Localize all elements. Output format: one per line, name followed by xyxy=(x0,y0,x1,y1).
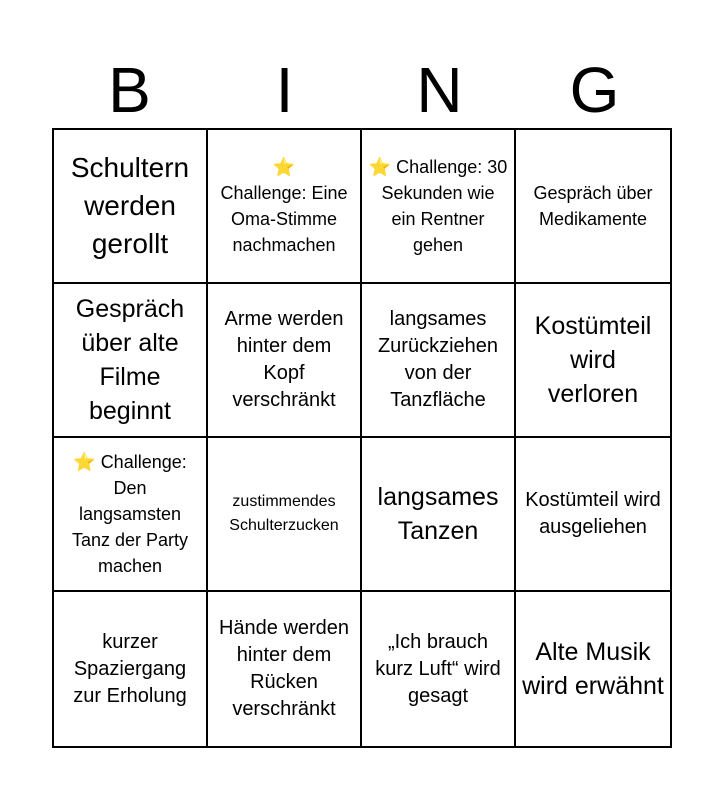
cell-text: Schultern werden gerollt xyxy=(70,152,190,259)
bingo-board xyxy=(52,128,672,748)
bingo-cell-challenge[interactable] xyxy=(54,438,208,592)
bingo-cell[interactable] xyxy=(516,438,670,592)
cell-text: Challenge: 30 Sekunden wie ein Rentner gehen xyxy=(381,157,508,255)
cell-text: „Ich brauch kurz Luft“ wird gesagt xyxy=(375,630,501,707)
bingo-cell[interactable] xyxy=(362,284,516,438)
cell-text: Hände werden hinter dem Rücken verschränkt xyxy=(218,617,350,720)
cell-text: Kostümteil wird ausgeliehen xyxy=(525,489,661,538)
bingo-cell[interactable] xyxy=(362,592,516,746)
cell-content xyxy=(60,449,200,579)
bingo-cell-challenge[interactable] xyxy=(362,130,516,284)
bingo-cell-challenge[interactable] xyxy=(208,130,362,284)
star-icon: ⭐ xyxy=(272,157,296,177)
bingo-cell[interactable] xyxy=(208,592,362,746)
bingo-cell[interactable] xyxy=(516,130,670,284)
cell-text: Kostümteil wird verloren xyxy=(534,312,652,408)
cell-text: kurzer Spaziergang zur Erholung xyxy=(73,630,187,707)
header-letter-b: B xyxy=(108,54,151,126)
bingo-cell[interactable] xyxy=(362,438,516,592)
header-letter-n: N xyxy=(416,54,463,126)
cell-content xyxy=(214,154,354,258)
cell-text: Challenge: Den langsamsten Tanz der Party machen xyxy=(71,452,189,576)
cell-text: langsames Tanzen xyxy=(377,483,499,545)
cell-text: Alte Musik wird erwähnt xyxy=(522,638,664,700)
bingo-cell[interactable] xyxy=(208,438,362,592)
cell-text: zustimmendes Schulterzucken xyxy=(229,493,339,534)
bingo-cell[interactable] xyxy=(54,284,208,438)
bingo-cell[interactable] xyxy=(516,592,670,746)
header-letter-i: I xyxy=(275,54,294,126)
cell-text: Arme werden hinter dem Kopf verschränkt xyxy=(224,308,344,411)
bingo-cell[interactable] xyxy=(516,284,670,438)
cell-text: langsames Zurückziehen von der Tanzfläche xyxy=(377,308,499,411)
bingo-cell[interactable] xyxy=(208,284,362,438)
header-letter-g: G xyxy=(569,54,620,126)
bingo-header xyxy=(52,52,672,128)
cell-content xyxy=(368,154,508,258)
cell-text: Challenge: Eine Oma-Stimme nachmachen xyxy=(220,183,348,255)
star-icon: ⭐ xyxy=(73,452,96,472)
cell-text: Gespräch über Medikamente xyxy=(533,183,653,229)
bingo-cell[interactable] xyxy=(54,592,208,746)
bingo-cell[interactable] xyxy=(54,130,208,284)
cell-text: Gespräch über alte Filme beginnt xyxy=(75,295,185,425)
star-icon: ⭐ xyxy=(368,157,392,177)
